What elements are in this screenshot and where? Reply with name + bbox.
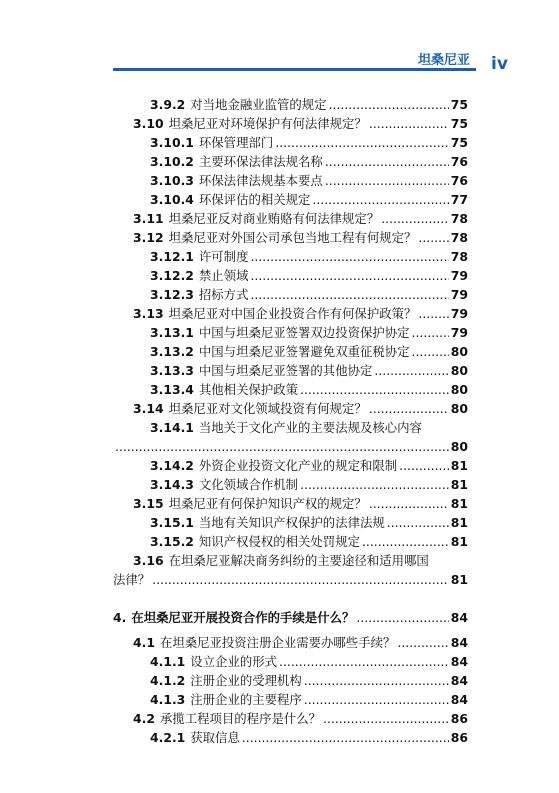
toc-entry-continuation[interactable] <box>113 437 468 456</box>
toc-entry-number: 3.12 <box>133 230 164 245</box>
leader-dots <box>300 475 449 494</box>
toc-entry-title: 承揽工程项目的程序是什么？ <box>159 711 322 726</box>
toc-entry[interactable] <box>113 399 468 418</box>
toc-entry-title: 在坦桑尼亚解决商务纠纷的主要途径和适用哪国 <box>168 553 429 568</box>
toc-entry-number: 3.14.1 <box>150 420 194 435</box>
toc-entry-title: 禁止领域 <box>198 268 249 283</box>
toc-entry-number: 4.1.1 <box>150 654 186 669</box>
toc-entry-page: 79 <box>450 287 468 302</box>
toc-entry-number: 4.1 <box>133 635 155 650</box>
leader-dots <box>325 171 449 190</box>
toc-entry[interactable] <box>113 266 468 285</box>
toc-entry-title: 坦桑尼亚对文化领域投资有何规定？ <box>168 401 367 416</box>
toc-entry[interactable] <box>113 728 468 747</box>
toc-entry-page: 79 <box>450 325 468 340</box>
toc-entry-title-continued: 法律？ <box>113 572 151 587</box>
leader-dots <box>275 133 449 152</box>
toc-entry-page: 76 <box>450 154 468 169</box>
header-rule <box>113 68 476 71</box>
leader-dots <box>115 437 449 456</box>
toc-entry-title: 环保法律法规基本要点 <box>198 173 323 188</box>
toc-entry-number: 3.12.3 <box>150 287 194 302</box>
toc-entry-number: 3.11 <box>133 211 164 226</box>
toc-entry-title: 对当地金融业监管的规定 <box>190 97 327 112</box>
leader-dots <box>304 671 449 690</box>
leader-dots <box>325 152 449 171</box>
leader-dots <box>329 95 449 114</box>
table-of-contents <box>113 95 468 747</box>
toc-entry-continuation[interactable] <box>113 570 468 589</box>
toc-entry[interactable] <box>113 114 468 133</box>
toc-entry[interactable] <box>113 304 468 323</box>
toc-entry[interactable] <box>113 95 468 114</box>
toc-entry[interactable] <box>113 190 468 209</box>
toc-entry-number: 3.10.1 <box>150 135 194 150</box>
toc-entry-page: 75 <box>450 135 468 150</box>
toc-entry[interactable] <box>113 494 468 513</box>
toc-entry-number: 3.10.2 <box>150 154 194 169</box>
toc-entry[interactable] <box>113 475 468 494</box>
toc-entry-number: 3.13.1 <box>150 325 194 340</box>
leader-dots <box>387 513 449 532</box>
toc-entry-title: 注册企业的受理机构 <box>190 673 302 688</box>
toc-entry-title: 中国与坦桑尼亚签署避免双重征税协定 <box>198 344 410 359</box>
toc-entry-number: 3.16 <box>133 553 164 568</box>
toc-entry-title: 环保评估的相关规定 <box>198 192 311 207</box>
toc-entry-page: 78 <box>450 230 468 245</box>
leader-dots <box>242 728 449 747</box>
leader-dots <box>312 190 448 209</box>
toc-entry-number: 4.1.3 <box>150 692 186 707</box>
toc-entry-number: 3.13 <box>133 306 164 321</box>
toc-entry-page: 81 <box>450 477 468 492</box>
toc-entry-page: 81 <box>450 534 468 549</box>
toc-entry[interactable] <box>113 133 468 152</box>
toc-entry-page: 84 <box>450 610 468 625</box>
toc-entry-number: 3.9.2 <box>150 97 186 112</box>
leader-dots <box>369 114 449 133</box>
toc-entry-first-line[interactable] <box>113 551 468 570</box>
leader-dots <box>362 532 449 551</box>
toc-entry-page: 84 <box>450 673 468 688</box>
toc-entry[interactable] <box>113 247 468 266</box>
leader-dots <box>369 399 449 418</box>
toc-entry-page: 80 <box>450 363 468 378</box>
toc-entry-page: 86 <box>450 711 468 726</box>
toc-entry[interactable] <box>113 361 468 380</box>
toc-entry-page: 78 <box>450 249 468 264</box>
toc-entry-page: 78 <box>450 211 468 226</box>
toc-entry-page: 84 <box>450 692 468 707</box>
toc-entry-page: 75 <box>450 97 468 112</box>
toc-entry-page: 81 <box>450 572 468 587</box>
toc-chapter-entry[interactable] <box>113 608 468 627</box>
toc-entry[interactable] <box>113 380 468 399</box>
toc-entry-number: 3.10 <box>133 116 164 131</box>
section-gap <box>113 589 468 608</box>
toc-entry-number: 3.13.2 <box>150 344 194 359</box>
leader-dots <box>412 342 449 361</box>
toc-entry-number: 3.14.3 <box>150 477 194 492</box>
leader-dots <box>304 690 449 709</box>
running-header-title: 坦桑尼亚 <box>418 53 471 68</box>
toc-entry-page: 76 <box>450 173 468 188</box>
toc-entry-number: 3.10.3 <box>150 173 194 188</box>
toc-entry-page: 80 <box>450 401 468 416</box>
toc-entry[interactable] <box>113 652 468 671</box>
toc-entry-number: 4. <box>113 610 127 625</box>
toc-entry-title: 坦桑尼亚对外国公司承包当地工程有何规定？ <box>168 230 417 245</box>
toc-entry-title: 注册企业的主要程序 <box>190 692 302 707</box>
toc-entry-title: 坦桑尼亚对环境保护有何法律规定？ <box>168 116 367 131</box>
toc-entry-title: 当地关于文化产业的主要法规及核心内容 <box>198 420 422 435</box>
toc-entry[interactable] <box>113 532 468 551</box>
toc-entry-page: 80 <box>450 439 468 454</box>
toc-entry-title: 设立企业的形式 <box>190 654 278 669</box>
toc-entry[interactable] <box>113 633 468 652</box>
leader-dots <box>300 380 449 399</box>
toc-entry-number: 3.10.4 <box>150 192 194 207</box>
leader-dots <box>323 709 449 728</box>
toc-entry-title: 中国与坦桑尼亚签署双边投资保护协定 <box>198 325 410 340</box>
toc-entry-page: 81 <box>450 496 468 511</box>
toc-entry-page: 80 <box>450 382 468 397</box>
toc-entry[interactable] <box>113 513 468 532</box>
toc-entry-number: 3.14 <box>133 401 164 416</box>
toc-entry-title: 中国与坦桑尼亚签署的其他协定 <box>198 363 373 378</box>
leader-dots <box>152 570 449 589</box>
toc-entry-number: 3.12.1 <box>150 249 194 264</box>
leader-dots <box>418 228 448 247</box>
toc-entry-number: 4.2.1 <box>150 730 186 745</box>
toc-entry-page: 84 <box>450 654 468 669</box>
toc-entry-title: 当地有关知识产权保护的法律法规 <box>198 515 385 530</box>
toc-entry-title: 其他相关保护政策 <box>198 382 299 397</box>
toc-entry[interactable] <box>113 456 468 475</box>
toc-entry-number: 4.2 <box>133 711 155 726</box>
toc-entry-page: 75 <box>450 116 468 131</box>
toc-entry[interactable] <box>113 709 468 728</box>
leader-dots <box>374 361 448 380</box>
toc-entry[interactable] <box>113 690 468 709</box>
toc-entry-number: 3.15.2 <box>150 534 194 549</box>
toc-entry-number: 3.12.2 <box>150 268 194 283</box>
toc-entry-title: 在坦桑尼亚开展投资合作的手续是什么？ <box>131 610 355 625</box>
leader-dots <box>399 456 449 475</box>
toc-entry-page: 84 <box>450 635 468 650</box>
toc-entry-title: 获取信息 <box>190 730 240 745</box>
toc-entry-number: 3.13.3 <box>150 363 194 378</box>
toc-entry-page: 81 <box>450 515 468 530</box>
toc-entry-page: 81 <box>450 458 468 473</box>
toc-entry-title: 坦桑尼亚对中国企业投资合作有何保护政策？ <box>168 306 417 321</box>
toc-entry-title: 坦桑尼亚有何保护知识产权的规定？ <box>168 496 367 511</box>
toc-entry-number: 3.15 <box>133 496 164 511</box>
toc-entry-page: 77 <box>450 192 468 207</box>
leader-dots <box>250 285 448 304</box>
leader-dots <box>381 209 449 228</box>
toc-entry-page: 79 <box>450 268 468 283</box>
toc-entry-title: 主要环保法律法规名称 <box>198 154 323 169</box>
toc-entry-number: 3.13.4 <box>150 382 194 397</box>
leader-dots <box>418 304 448 323</box>
toc-entry-number: 4.1.2 <box>150 673 186 688</box>
toc-entry-number: 3.14.2 <box>150 458 194 473</box>
toc-entry[interactable] <box>113 342 468 361</box>
leader-dots <box>250 247 448 266</box>
toc-entry[interactable] <box>113 152 468 171</box>
page-number: iv <box>491 54 508 74</box>
leader-dots <box>250 266 448 285</box>
toc-entry[interactable] <box>113 323 468 342</box>
toc-entry-title: 在坦桑尼亚投资注册企业需要办哪些手续？ <box>159 635 396 650</box>
toc-entry-title: 招标方式 <box>198 287 249 302</box>
toc-entry-page: 86 <box>450 730 468 745</box>
toc-entry[interactable] <box>113 671 468 690</box>
leader-dots <box>397 633 448 652</box>
toc-entry-page: 80 <box>450 344 468 359</box>
leader-dots <box>356 608 448 627</box>
toc-entry-first-line[interactable] <box>113 418 468 437</box>
leader-dots <box>412 323 449 342</box>
toc-entry-title: 许可制度 <box>198 249 249 264</box>
toc-entry-title: 外资企业投资文化产业的规定和限制 <box>198 458 398 473</box>
toc-entry-title: 知识产权侵权的相关处罚规定 <box>198 534 360 549</box>
toc-entry-page: 79 <box>450 306 468 321</box>
leader-dots <box>369 494 449 513</box>
toc-entry[interactable] <box>113 285 468 304</box>
toc-entry-number: 3.15.1 <box>150 515 194 530</box>
toc-entry-title: 环保管理部门 <box>198 135 274 150</box>
leader-dots <box>279 652 449 671</box>
toc-entry[interactable] <box>113 228 468 247</box>
toc-entry-title: 坦桑尼亚反对商业贿赂有何法律规定？ <box>168 211 380 226</box>
toc-entry[interactable] <box>113 209 468 228</box>
toc-entry[interactable] <box>113 171 468 190</box>
toc-entry-title: 文化领域合作机制 <box>198 477 299 492</box>
